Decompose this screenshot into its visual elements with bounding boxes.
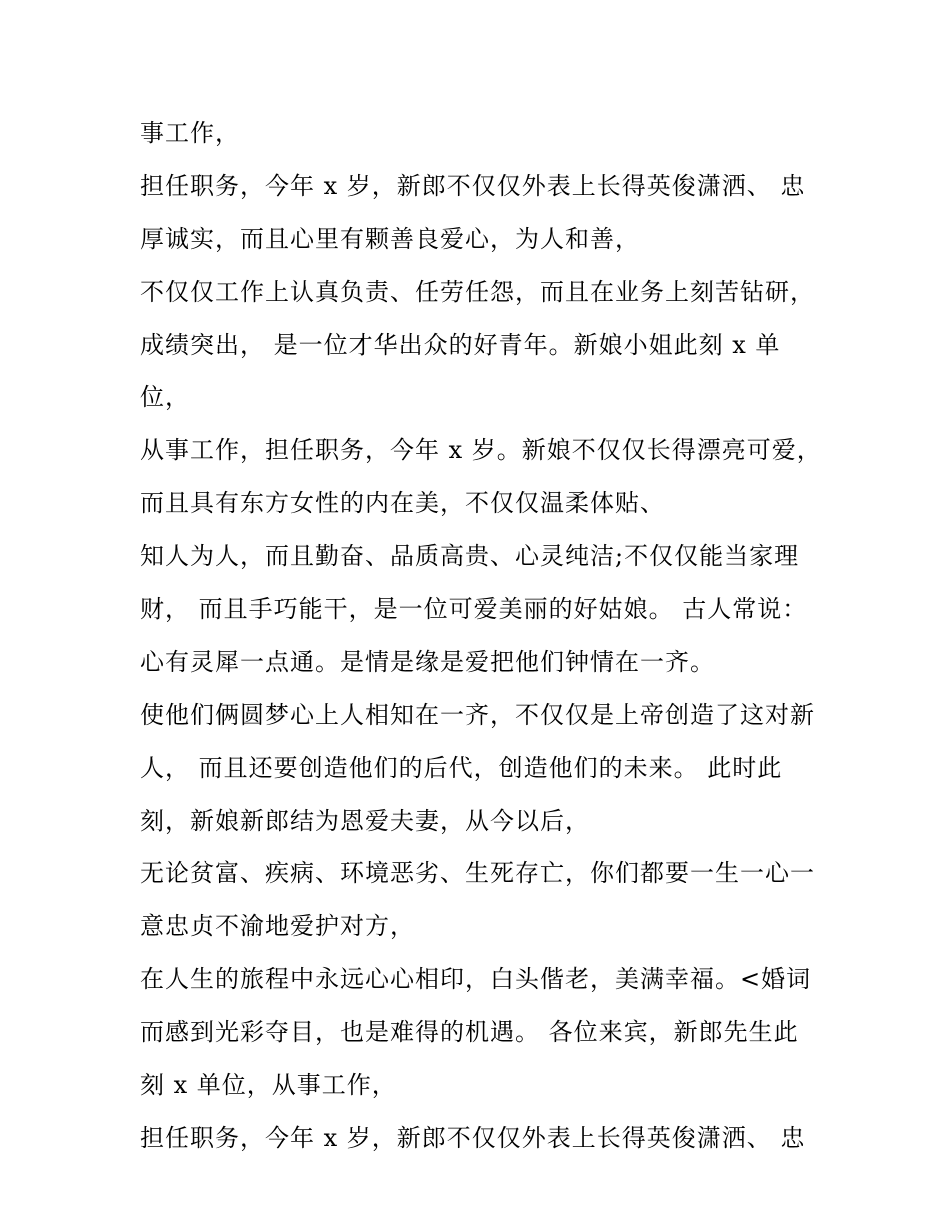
text-line: 使他们俩圆梦心上人相知在一齐，不仅仅是上帝创造了这对新 — [140, 700, 815, 729]
text-line: 无论贫富、疾病、环境恶劣、生死存亡，你们都要一生一心一 — [140, 859, 815, 888]
text-line: 担任职务，今年 x 岁，新郎不仅仅外表上长得英俊潇洒、 忠 — [140, 1123, 806, 1152]
text-line: 事工作， — [140, 119, 240, 147]
text-line: 心有灵犀一点通。是情是缘是爱把他们钟情在一齐。 — [140, 647, 715, 676]
text-line: 在人生的旅程中永远心心相印，白头偕老，美满幸福。<婚词 — [140, 965, 812, 994]
text-line: 财， 而且手巧能干，是一位可爱美丽的好姑娘。 古人常说： — [140, 595, 808, 624]
text-line: 人， 而且还要创造他们的后代，创造他们的未来。 此时此 — [140, 753, 783, 782]
body-text — [140, 107, 840, 1165]
text-line: 担任职务，今年 x 岁，新郎不仅仅外表上长得英俊潇洒、 忠 — [140, 171, 806, 200]
text-line: 刻，新娘新郎结为恩爱夫妻，从今以后， — [140, 806, 590, 835]
text-line: 厚诚实，而且心里有颗善良爱心，为人和善， — [140, 224, 640, 253]
text-line: 而且具有东方女性的内在美，不仅仅温柔体贴、 — [140, 489, 665, 518]
text-line: 位， — [140, 383, 190, 412]
text-line: 成绩突出， 是一位才华出众的好青年。新娘小姐此刻 x 单 — [140, 330, 781, 359]
text-line: 刻 x 单位，从事工作， — [140, 1071, 397, 1100]
text-line: 从事工作，担任职务，今年 x 岁。新娘不仅仅长得漂亮可爱， — [140, 436, 822, 465]
text-line: 不仅仅工作上认真负责、任劳任怨，而且在业务上刻苦钻研， — [140, 277, 815, 306]
text-line: 知人为人，而且勤奋、品质高贵、心灵纯洁;不仅仅能当家理 — [140, 542, 800, 571]
text-line: 意忠贞不渝地爱护对方， — [140, 912, 415, 941]
text-line: 而感到光彩夺目，也是难得的机遇。 各位来宾，新郎先生此 — [140, 1018, 799, 1047]
